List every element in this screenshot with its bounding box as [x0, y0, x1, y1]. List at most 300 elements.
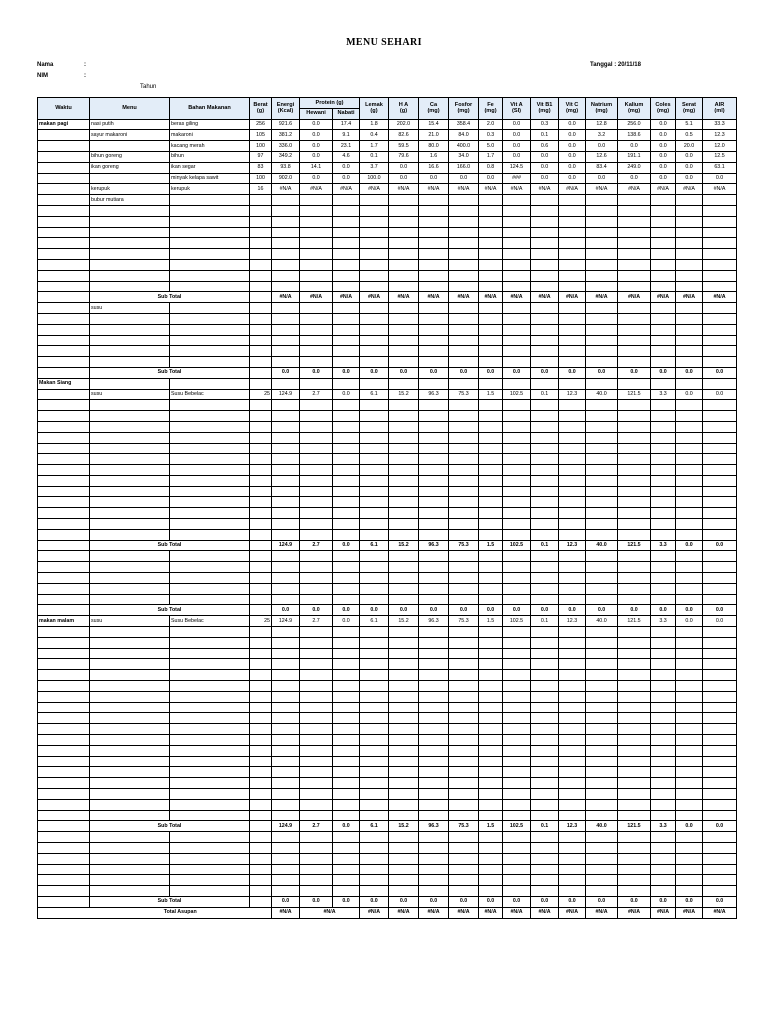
cell: #N/A: [360, 184, 389, 195]
cell: [531, 529, 559, 540]
cell: 0.0: [272, 605, 300, 616]
cell: [360, 681, 389, 692]
cell: [449, 778, 479, 789]
cell: [618, 519, 651, 530]
col-nabati: Nabati: [333, 108, 360, 119]
cell: [676, 842, 703, 853]
cell: 0.0: [531, 367, 559, 378]
cell: 0.0: [703, 367, 737, 378]
cell: [250, 875, 272, 886]
cell: Susu Bebelac: [170, 616, 250, 627]
cell: [360, 195, 389, 206]
cell: [272, 745, 300, 756]
cell: [333, 303, 360, 314]
cell: [586, 583, 618, 594]
cell: [90, 681, 170, 692]
cell: [333, 465, 360, 476]
cell: [676, 702, 703, 713]
cell: [419, 238, 449, 249]
cell: [559, 648, 586, 659]
cell: [559, 281, 586, 292]
cell: [559, 583, 586, 594]
cell: 96.3: [419, 389, 449, 400]
cell: 12.3: [559, 540, 586, 551]
col-kalium: Kalium (mg): [618, 98, 651, 120]
cell: [333, 216, 360, 227]
cell: 1.8: [360, 119, 389, 130]
cell: [170, 378, 250, 389]
cell: [651, 421, 676, 432]
cell: [531, 745, 559, 756]
cell: 0.0: [300, 605, 333, 616]
cell: [250, 605, 272, 616]
cell: 0.0: [449, 896, 479, 907]
cell: [618, 281, 651, 292]
cell: [272, 227, 300, 238]
cell: [360, 702, 389, 713]
cell: [531, 864, 559, 875]
cell: [703, 832, 737, 843]
cell: [360, 789, 389, 800]
cell: [272, 454, 300, 465]
cell: [559, 724, 586, 735]
cell: 102.5: [503, 540, 531, 551]
cell: 2.7: [300, 389, 333, 400]
cell: 0.0: [618, 173, 651, 184]
table-row: [38, 670, 737, 681]
cell: [90, 324, 170, 335]
cell: 124.9: [272, 821, 300, 832]
cell: 25: [250, 616, 272, 627]
cell: [618, 713, 651, 724]
cell: [389, 573, 419, 584]
cell: 0.0: [586, 141, 618, 152]
cell: [676, 583, 703, 594]
cell: [618, 659, 651, 670]
cell: [419, 454, 449, 465]
cell: [449, 551, 479, 562]
cell: [503, 519, 531, 530]
cell: [419, 713, 449, 724]
cell: #N/A: [531, 292, 559, 303]
cell: [676, 735, 703, 746]
table-row: [38, 389, 737, 400]
cell: [586, 497, 618, 508]
cell: [618, 853, 651, 864]
cell: [90, 799, 170, 810]
col-vitc: Vit C (mg): [559, 98, 586, 120]
cell: [449, 810, 479, 821]
cell: [272, 357, 300, 368]
cell: 0.0: [333, 173, 360, 184]
cell: [38, 681, 90, 692]
table-row: [38, 281, 737, 292]
cell: 0.0: [651, 605, 676, 616]
table-row: [38, 681, 737, 692]
cell: [419, 421, 449, 432]
cell: [703, 519, 737, 530]
cell: 102.5: [503, 616, 531, 627]
cell: [389, 691, 419, 702]
cell: [38, 465, 90, 476]
cell: [38, 335, 90, 346]
cell: [676, 249, 703, 260]
cell: [170, 313, 250, 324]
cell: [300, 400, 333, 411]
cell: [250, 292, 272, 303]
cell: [272, 281, 300, 292]
cell: [272, 551, 300, 562]
cell: 93.8: [272, 162, 300, 173]
cell: 80.0: [419, 141, 449, 152]
cell: [559, 519, 586, 530]
cell: [170, 702, 250, 713]
cell: [38, 486, 90, 497]
cell: [651, 853, 676, 864]
cell: [703, 670, 737, 681]
cell: [531, 832, 559, 843]
cell: bihun goreng: [90, 151, 170, 162]
cell: [170, 583, 250, 594]
cell: #N/A: [586, 292, 618, 303]
cell: [250, 789, 272, 800]
cell: [300, 810, 333, 821]
cell: [449, 735, 479, 746]
cell: [703, 216, 737, 227]
cell: [449, 249, 479, 260]
cell: [333, 562, 360, 573]
cell: [703, 713, 737, 724]
cell: [272, 659, 300, 670]
cell: [651, 637, 676, 648]
cell: [170, 508, 250, 519]
cell: [703, 810, 737, 821]
cell: #N/A: [333, 292, 360, 303]
cell: [449, 259, 479, 270]
cell: [651, 227, 676, 238]
cell: [90, 562, 170, 573]
cell: [559, 454, 586, 465]
cell: [676, 400, 703, 411]
cell: [479, 756, 503, 767]
cell: [38, 173, 90, 184]
cell: [449, 227, 479, 238]
cell: [651, 875, 676, 886]
cell: [479, 519, 503, 530]
cell: [90, 205, 170, 216]
cell: [651, 303, 676, 314]
cell: [419, 195, 449, 206]
cell: [250, 227, 272, 238]
cell: [38, 702, 90, 713]
cell: [250, 357, 272, 368]
cell: [531, 486, 559, 497]
subtotal-label: Sub Total: [90, 896, 250, 907]
cell: 0.0: [651, 151, 676, 162]
cell: [479, 745, 503, 756]
cell: [38, 724, 90, 735]
table-row: [38, 756, 737, 767]
cell: 0.0: [333, 605, 360, 616]
cell: [618, 216, 651, 227]
cell: [170, 886, 250, 897]
cell: [90, 724, 170, 735]
cell: 124.9: [272, 616, 300, 627]
cell: 0.0: [503, 605, 531, 616]
cell: [618, 508, 651, 519]
cell: [170, 681, 250, 692]
cell: [479, 259, 503, 270]
cell: [272, 627, 300, 638]
cell: [703, 583, 737, 594]
cell: [449, 238, 479, 249]
cell: [651, 832, 676, 843]
cell: [250, 465, 272, 476]
cell: [170, 475, 250, 486]
cell: [559, 475, 586, 486]
cell: [272, 756, 300, 767]
cell: [479, 421, 503, 432]
cell: [250, 529, 272, 540]
cell: beras giling: [170, 119, 250, 130]
cell: [586, 519, 618, 530]
col-waktu: Waktu: [38, 98, 90, 120]
cell: [300, 270, 333, 281]
cell: [479, 486, 503, 497]
cell: [586, 756, 618, 767]
col-vitb1: Vit B1 (mg): [531, 98, 559, 120]
cell: [703, 486, 737, 497]
col-hewani: Hewani: [300, 108, 333, 119]
cell: [272, 313, 300, 324]
cell: [676, 475, 703, 486]
cell: [38, 713, 90, 724]
cell: [676, 303, 703, 314]
cell: [586, 562, 618, 573]
cell: [503, 799, 531, 810]
cell: 0.0: [360, 605, 389, 616]
cell: [559, 875, 586, 886]
cell: [360, 227, 389, 238]
cell: [333, 713, 360, 724]
cell: [676, 346, 703, 357]
cell: [503, 735, 531, 746]
cell: [38, 475, 90, 486]
cell: [389, 227, 419, 238]
table-row: [38, 454, 737, 465]
cell: [503, 400, 531, 411]
cell: [389, 421, 419, 432]
cell: [250, 842, 272, 853]
cell: [676, 853, 703, 864]
table-row: [38, 216, 737, 227]
cell: 0.0: [703, 821, 737, 832]
cell: #N/A: [703, 292, 737, 303]
cell: [676, 519, 703, 530]
cell: [531, 724, 559, 735]
cell: [250, 497, 272, 508]
cell: [479, 670, 503, 681]
cell: [531, 421, 559, 432]
table-row: [38, 497, 737, 508]
cell: [651, 357, 676, 368]
cell: [586, 324, 618, 335]
cell: 3.3: [651, 616, 676, 627]
cell: [90, 508, 170, 519]
cell: [272, 842, 300, 853]
cell: [531, 637, 559, 648]
cell: 202.0: [389, 119, 419, 130]
cell: [618, 627, 651, 638]
cell: [360, 832, 389, 843]
cell: [449, 335, 479, 346]
cell: [586, 195, 618, 206]
cell: [250, 205, 272, 216]
cell: 358.4: [449, 119, 479, 130]
cell: [559, 789, 586, 800]
cell: [389, 745, 419, 756]
cell: [360, 767, 389, 778]
cell: [559, 735, 586, 746]
cell: #N/A: [479, 907, 503, 918]
cell: [503, 281, 531, 292]
cell: 0.0: [449, 605, 479, 616]
cell: 0.0: [676, 367, 703, 378]
cell: [449, 886, 479, 897]
cell: [250, 648, 272, 659]
cell: [503, 443, 531, 454]
table-row: [38, 875, 737, 886]
cell: 0.0: [333, 540, 360, 551]
cell: [703, 551, 737, 562]
cell: 0.0: [333, 616, 360, 627]
cell: 0.0: [651, 141, 676, 152]
cell: [90, 713, 170, 724]
cell: [676, 270, 703, 281]
cell: [38, 151, 90, 162]
cell: [389, 400, 419, 411]
cell: [651, 519, 676, 530]
cell: [586, 864, 618, 875]
cell: [651, 670, 676, 681]
cell: [333, 529, 360, 540]
cell: 249.0: [618, 162, 651, 173]
cell: [170, 270, 250, 281]
cell: [170, 648, 250, 659]
cell: [389, 195, 419, 206]
cell: #N/A: [479, 184, 503, 195]
cell: [449, 508, 479, 519]
cell: [618, 475, 651, 486]
cell: [300, 324, 333, 335]
cell: [272, 583, 300, 594]
cell: [38, 594, 90, 605]
cell: [531, 303, 559, 314]
cell: [618, 529, 651, 540]
cell: [676, 756, 703, 767]
cell: [360, 346, 389, 357]
table-row: [38, 475, 737, 486]
cell: [559, 378, 586, 389]
cell: [479, 886, 503, 897]
cell: [38, 205, 90, 216]
cell: [449, 313, 479, 324]
cell: 0.0: [651, 119, 676, 130]
cell: [38, 605, 90, 616]
cell: [333, 799, 360, 810]
cell: [449, 281, 479, 292]
cell: [90, 281, 170, 292]
cell: [170, 281, 250, 292]
cell: [503, 583, 531, 594]
cell: [360, 443, 389, 454]
cell: [333, 346, 360, 357]
cell: [559, 238, 586, 249]
cell: [503, 216, 531, 227]
cell: [250, 454, 272, 465]
cell: [559, 249, 586, 260]
cell: [170, 832, 250, 843]
cell: 6.1: [360, 540, 389, 551]
cell: [250, 562, 272, 573]
cell: [389, 378, 419, 389]
cell: [333, 270, 360, 281]
cell: [676, 875, 703, 886]
cell: Makan Siang: [38, 378, 90, 389]
cell: [479, 778, 503, 789]
cell: [38, 627, 90, 638]
cell: [531, 378, 559, 389]
cell: [170, 799, 250, 810]
cell: [170, 745, 250, 756]
cell: [618, 745, 651, 756]
table-row: [38, 421, 737, 432]
cell: [703, 465, 737, 476]
cell: [170, 789, 250, 800]
cell: [389, 627, 419, 638]
cell: [419, 562, 449, 573]
cell: [586, 270, 618, 281]
cell: #N/A: [703, 907, 737, 918]
cell: [703, 627, 737, 638]
cell: 82.6: [389, 130, 419, 141]
cell: [618, 724, 651, 735]
cell: [300, 864, 333, 875]
cell: 0.1: [531, 821, 559, 832]
cell: [676, 281, 703, 292]
cell: #N/A: [272, 907, 300, 918]
cell: [651, 281, 676, 292]
cell: [389, 216, 419, 227]
cell: [38, 281, 90, 292]
cell: [479, 659, 503, 670]
cell: #N/A: [419, 907, 449, 918]
subtotal-label: Sub Total: [90, 367, 250, 378]
table-row: [38, 648, 737, 659]
cell: 83.4: [586, 162, 618, 173]
cell: [272, 303, 300, 314]
cell: [618, 378, 651, 389]
cell: #N/A: [479, 292, 503, 303]
cell: [618, 778, 651, 789]
cell: [479, 227, 503, 238]
cell: [586, 357, 618, 368]
cell: [479, 691, 503, 702]
cell: [333, 313, 360, 324]
cell: 15.2: [389, 540, 419, 551]
table-row: [38, 119, 737, 130]
cell: [272, 443, 300, 454]
